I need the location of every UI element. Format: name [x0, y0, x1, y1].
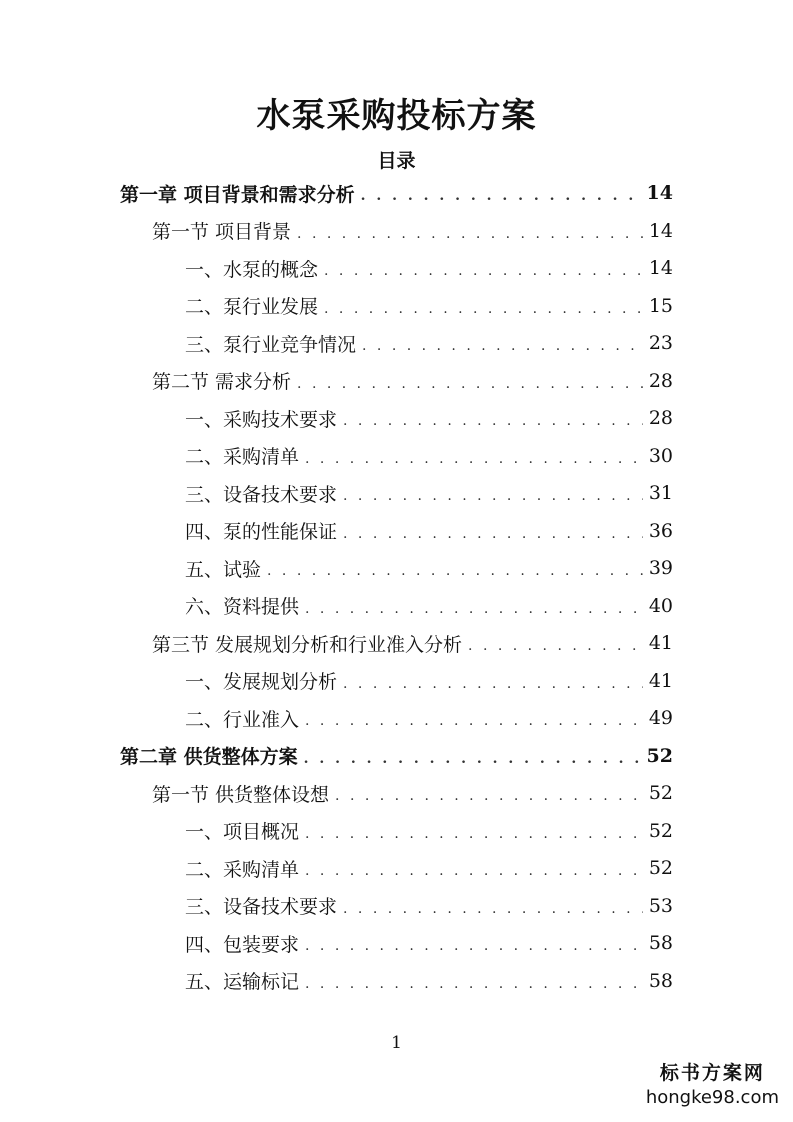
- toc-entry-section[interactable]: [152, 213, 673, 249]
- toc-entry-page: 58: [648, 969, 673, 992]
- toc-entry-page: 39: [648, 557, 673, 579]
- toc-entry-item[interactable]: [185, 325, 673, 361]
- toc-entry-label: 一、项目概况: [185, 821, 300, 843]
- toc-entry-item[interactable]: [185, 925, 673, 961]
- toc-leader-dots: [305, 863, 643, 879]
- toc-leader-dots: [343, 413, 643, 429]
- toc-entry-label: 第三节 发展规划分析和行业准入分析: [152, 633, 463, 656]
- toc-leader-dots: [324, 301, 643, 317]
- toc-entry-label: 三、设备技术要求: [185, 483, 338, 506]
- toc-entry-item[interactable]: [185, 963, 673, 999]
- toc-leader-dots: [343, 901, 643, 917]
- toc-entry-page: 40: [648, 594, 673, 617]
- toc-entry-page: 14: [646, 182, 673, 204]
- toc-entry-page: 52: [648, 819, 673, 842]
- toc-entry-label: 一、水泵的概念: [185, 258, 319, 281]
- toc-leader-dots: [343, 526, 643, 542]
- toc-entry-label: 第二节 需求分析: [152, 371, 292, 393]
- toc-entry-page: 15: [648, 294, 673, 317]
- toc-entry-chapter[interactable]: [120, 175, 673, 211]
- toc-entry-label: 第一节 供货整体设想: [152, 783, 330, 806]
- toc-entry-item[interactable]: [185, 400, 673, 436]
- watermark-chinese: 标书方案网: [659, 1062, 765, 1084]
- toc-entry-section[interactable]: [152, 775, 673, 811]
- toc-entry-label: 四、泵的性能保证: [185, 521, 338, 543]
- toc-leader-dots: [297, 226, 643, 242]
- toc-leader-dots: [361, 188, 641, 204]
- toc-entry-page: 58: [648, 932, 673, 954]
- toc-entry-page: 31: [648, 482, 673, 504]
- toc-entry-page: 30: [648, 444, 673, 467]
- toc-entry-label: 五、运输标记: [185, 971, 300, 993]
- toc-entry-item[interactable]: [185, 475, 673, 511]
- toc-entry-label: 六、资料提供: [185, 596, 300, 618]
- toc-entry-item[interactable]: [185, 700, 673, 736]
- toc-leader-dots: [335, 788, 643, 804]
- toc-entry-item[interactable]: [185, 663, 673, 699]
- toc-entry-page: 28: [648, 369, 673, 392]
- toc-entry-label: 二、行业准入: [185, 708, 300, 731]
- toc-leader-dots: [304, 751, 641, 767]
- watermark-url: hongke98.com: [645, 1087, 779, 1108]
- document-title: 水泵采购投标方案: [256, 96, 537, 136]
- toc-entry-page: 52: [646, 744, 673, 767]
- toc-leader-dots: [305, 826, 643, 842]
- toc-entry-page: 36: [648, 519, 673, 542]
- toc-leader-dots: [305, 938, 643, 954]
- toc-leader-dots: [343, 488, 643, 504]
- toc-entry-page: 28: [648, 407, 673, 429]
- toc-entry-page: 52: [648, 857, 673, 879]
- toc-entry-page: 41: [648, 669, 673, 692]
- toc-entry-item[interactable]: [185, 588, 673, 624]
- toc-entry-section[interactable]: [152, 363, 673, 399]
- toc-entry-item[interactable]: [185, 513, 673, 549]
- toc-entry-item[interactable]: [185, 250, 673, 286]
- toc-leader-dots: [305, 451, 643, 467]
- toc-entry-item[interactable]: [185, 550, 673, 586]
- toc-leader-dots: [305, 976, 643, 992]
- toc-entry-page: 49: [648, 707, 673, 729]
- toc-leader-dots: [305, 713, 643, 729]
- toc-entry-page: 53: [648, 894, 673, 917]
- toc-entry-label: 二、采购清单: [185, 446, 300, 468]
- toc-entry-label: 三、设备技术要求: [185, 896, 338, 918]
- toc-leader-dots: [267, 563, 643, 579]
- toc-entry-page: 41: [648, 632, 673, 654]
- toc-entry-item[interactable]: [185, 813, 673, 849]
- toc-leader-dots: [362, 338, 643, 354]
- toc-leader-dots: [468, 638, 643, 654]
- toc-entry-label: 三、泵行业竞争情况: [185, 333, 357, 356]
- toc-entry-item[interactable]: [185, 850, 673, 886]
- toc-entry-page: 14: [648, 257, 673, 279]
- toc-entry-item[interactable]: [185, 288, 673, 324]
- toc-entry-item[interactable]: [185, 888, 673, 924]
- toc-leader-dots: [297, 376, 643, 392]
- toc-entry-chapter[interactable]: [120, 738, 673, 774]
- watermark: [646, 1058, 779, 1108]
- toc-entry-page: 23: [648, 332, 673, 354]
- toc-entry-label: 一、发展规划分析: [185, 671, 338, 693]
- toc-leader-dots: [324, 263, 643, 279]
- toc-entry-label: 二、泵行业发展: [185, 296, 319, 318]
- toc-entry-section[interactable]: [152, 625, 673, 661]
- toc-entry-label: 第一章 项目背景和需求分析: [120, 183, 355, 206]
- toc-entry-label: 四、包装要求: [185, 933, 300, 956]
- toc-leader-dots: [305, 601, 643, 617]
- toc-entry-label: 五、试验: [185, 558, 262, 581]
- page-number: 1: [391, 1033, 402, 1053]
- toc-entry-item[interactable]: [185, 438, 673, 474]
- toc-entry-label: 第二章 供货整体方案: [120, 746, 298, 768]
- toc-entry-label: 一、采购技术要求: [185, 408, 338, 431]
- toc-leader-dots: [343, 676, 643, 692]
- toc-entry-label: 第一节 项目背景: [152, 221, 292, 243]
- toc-entry-page: 14: [648, 219, 673, 242]
- toc-heading: 目录: [377, 150, 416, 172]
- toc-entry-page: 52: [648, 782, 673, 804]
- toc-entry-label: 二、采购清单: [185, 858, 300, 881]
